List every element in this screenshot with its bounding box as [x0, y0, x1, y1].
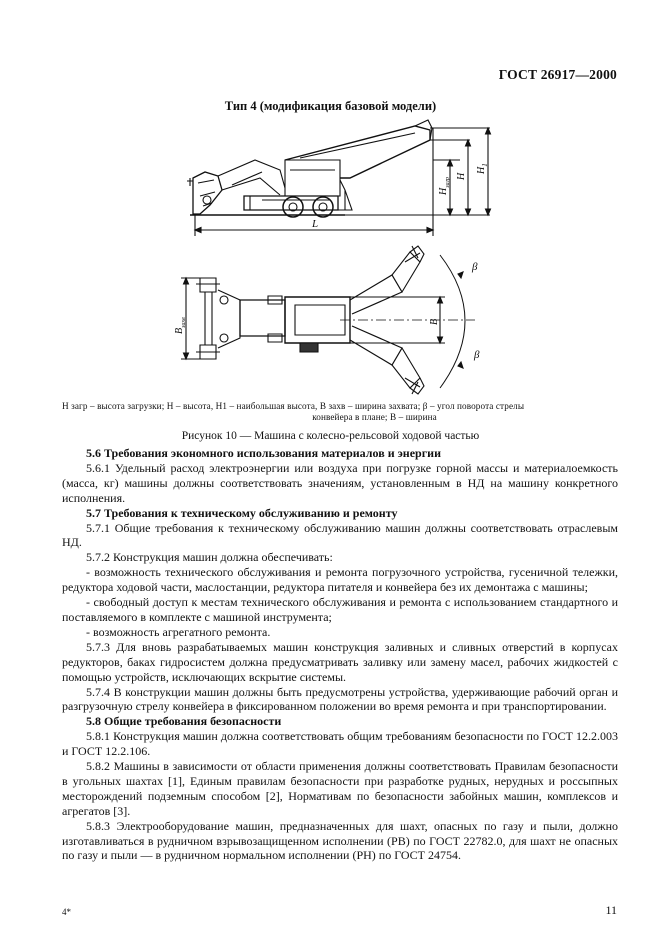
svg-text:H1 [476, 163, 489, 175]
list-item: - возможность технического обслуживания и ремонта погрузочного устройства, гусеничной тележки, редуктора ходовой части, маслостанции, редуктора питателя и конвейера без их демонтажа с машины; [62, 565, 618, 595]
figure-title: Тип 4 (модификация базовой модели) [224, 99, 437, 113]
section-heading: 5.7 Требования к техническому обслуживанию и ремонту [86, 505, 398, 520]
paragraph: 5.8.1 Конструкция машин должна соответствовать общим требованиям безопасности по ГОСТ 12.2.003 и ГОСТ 12.2.106. [62, 729, 618, 759]
dim-bgrab-label: B [174, 327, 185, 334]
paragraph: 5.8.3 Электрооборудование машин, предназначенных для шахт, опасных по газу и пыли, должно изготавливаться в рудничном взрывозащищенном исполнении (РВ) по ГОСТ 22782.0, для шахт не опасных по газу и пыли — в рудничном нормальном исполнении (РН) по ГОСТ 24754. [62, 818, 618, 863]
dim-bgrab-sub: захв [181, 317, 187, 328]
angle-bottom-label: β [474, 349, 480, 361]
dim-hmax-sub: 1 [481, 163, 489, 167]
plan-view [174, 246, 480, 394]
machine-drawing [0, 0, 661, 400]
angle-top-label: β [472, 261, 478, 273]
figure-caption: Рисунок 10 — Машина с колесно-рельсовой ходовой частью [181, 430, 480, 442]
side-view [187, 120, 491, 236]
dim-height-label: H [456, 172, 467, 180]
figure-legend [62, 401, 617, 423]
list-item: - свободный доступ к местам технического обслуживания и ремонта с использованием стандартного и поставляемого в комплекте с машиной инструмента; [62, 595, 618, 624]
legend-line-2: конвейера в плане; B – ширина [312, 412, 437, 422]
footer-mark: 4* [62, 907, 71, 917]
paragraph: 5.8.2 Машины в зависимости от области применения должны соответствовать Правилам безопасности в угольных шахтах [1], Единым правилам безопасности при разработке рудных, нерудных и россыпных месторождений подземным способом [2], Нормативам по безопасности забойных машин, комплексов и агрегатов [3]. [62, 759, 618, 818]
svg-text:Hзагр [438, 177, 451, 196]
dim-length-label: L [312, 218, 319, 230]
paragraph: 5.6.1 Удельный расход электроэнергии или воздуха при погрузке горной массы и материалоемкость (масса, кг) машины должны соответствовать значениям, установленным в НД на машину конкретного исполнения. [62, 460, 618, 505]
list-item: - возможность агрегатного ремонта. [86, 624, 271, 639]
paragraph: 5.7.2 Конструкция машин должна обеспечивать: [86, 550, 333, 565]
paragraph: 5.7.1 Общие требования к техническому обслуживанию машин должны соответствовать отраслевым НД. [62, 520, 618, 550]
section-heading: 5.8 Общие требования безопасности [86, 714, 282, 729]
dim-hload-label: H [438, 187, 449, 195]
paragraph: 5.7.4 В конструкции машин должны быть предусмотрены устройства, удерживающие рабочий орган и разгрузочную стрелу конвейера в фиксированном положении во время ремонта и при транспортировании. [62, 684, 618, 714]
document-body [62, 446, 618, 863]
dim-hload-sub: загр [445, 177, 451, 188]
dim-width-label: B [429, 318, 440, 325]
svg-text:Bзахв [174, 317, 187, 334]
page-number: 11 [605, 903, 617, 917]
legend-line-1: H загр – высота загрузки; H – высота, H1 – наибольшая высота, B захв – ширина захвата; β – угол поворота стрелы [62, 401, 525, 411]
dim-hmax-label: H [476, 166, 487, 174]
standard-number: ГОСТ 26917—2000 [498, 67, 617, 82]
section-heading: 5.6 Требования экономного использования материалов и энергии [86, 446, 441, 460]
paragraph: 5.7.3 Для вновь разрабатываемых машин конструкция заливных и сливных отверстий в корпусах редукторов, баках гидросистем должна предусматривать заливку или замену масел, рабочих жидкостей с помощью устройств, исключающих вскрытие системы. [62, 639, 618, 684]
